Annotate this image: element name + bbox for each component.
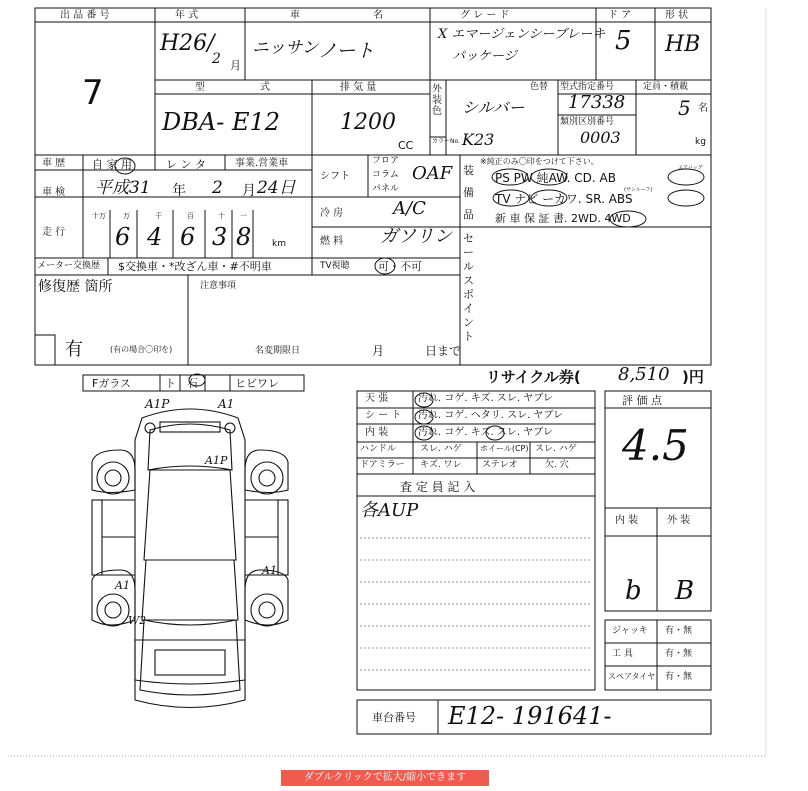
model-name: ノート xyxy=(318,40,375,62)
jack-label: ジャッキ xyxy=(612,626,648,636)
car-diagram xyxy=(92,409,288,708)
body-shape: HB xyxy=(665,32,701,57)
damage-mark: A1P xyxy=(145,397,170,411)
model-code: DBA- E12 xyxy=(162,108,281,136)
weight-unit: kg xyxy=(695,137,706,147)
model-month: 2 xyxy=(212,51,221,67)
displacement-value: 1200 xyxy=(340,110,396,135)
color-value: シルバー xyxy=(462,98,525,117)
equipment-line-3: 新 車 保 証 書. 2WD. 4WD xyxy=(495,212,631,225)
spare-tire-value: 有・無 xyxy=(665,672,693,682)
fuel-label: 燃 料 xyxy=(320,236,344,247)
lot-no-label: 出 品 番 号 xyxy=(60,10,110,21)
wheel-label: ホイール(CP) xyxy=(480,444,529,453)
damage-mark: A1 xyxy=(218,397,235,411)
exterior-score-label: 外 装 xyxy=(667,515,691,526)
color-no-label: カラーNo. xyxy=(432,138,460,145)
sunroof-note: (サンルーフ) xyxy=(624,187,653,193)
inspection-month-unit: 月 xyxy=(242,183,256,199)
grade-line-2: パッケージ xyxy=(452,49,517,64)
zoom-hint-caption[interactable]: ダブルクリックで拡大/縮小できます xyxy=(281,770,489,786)
equipment-note: ※純正のみ〇印をつけて下さい。 xyxy=(480,157,599,166)
exterior-score: B xyxy=(675,576,695,606)
category-label: 類別区別番号 xyxy=(560,117,615,127)
recycle-fee: 8,510 xyxy=(618,364,670,385)
condition-row-options: 汚れ. コゲ. ヘタリ. スレ. ヤブレ xyxy=(418,410,564,421)
damage-mark: A1P xyxy=(205,454,228,467)
condition-row-label: シ ー ト xyxy=(365,410,402,421)
mileage-unit-10k: 万 xyxy=(123,212,130,220)
recycle-unit: )円 xyxy=(682,368,704,386)
equipment-label: 装備品 xyxy=(463,164,474,221)
shift-value: OAF xyxy=(412,163,453,184)
condition-row-options: 汚れ. コゲ. キズ. スレ. ヤブレ xyxy=(418,427,553,438)
condition-row-options: 汚れ. コゲ. キズ. スレ. ヤブレ xyxy=(418,393,553,404)
chassis-number-label: 車台番号 xyxy=(372,711,416,724)
inspector-note: 各AUP xyxy=(360,500,419,521)
mileage-digit: 4 xyxy=(147,223,163,251)
inspection-era-year: 平成31 xyxy=(95,178,151,198)
equipment-line-1: PS PW 純AW. CD. AB xyxy=(495,171,616,185)
score-label: 評 価 点 xyxy=(622,394,662,407)
inspection-year-unit: 年 xyxy=(172,183,186,199)
glass-stone-option: 石 xyxy=(187,377,198,390)
grade-line-1: X エマージェンシーブレーキ xyxy=(438,27,606,42)
inspection-label: 車 検 xyxy=(42,187,66,198)
category-number: 0003 xyxy=(580,128,621,147)
condition-row-label: 内 装 xyxy=(365,427,389,438)
chassis-number: E12- 191641- xyxy=(448,702,612,730)
meter-exchange-options: $交換車・*改ざん車・#不明車 xyxy=(118,260,272,273)
mileage-unit-1: 一 xyxy=(240,212,247,220)
glass-chip-option: ト xyxy=(165,377,176,390)
mileage-label: 走 行 xyxy=(42,227,66,238)
mileage-digit: 8 xyxy=(236,223,252,251)
history-label: 車 歴 xyxy=(42,158,66,169)
mileage-unit: km xyxy=(272,239,286,249)
ac-label: 冷 房 xyxy=(320,208,344,219)
stereo-label: ステレオ xyxy=(482,460,518,470)
capacity-unit: 名 xyxy=(698,103,708,114)
displacement-label: 排 気 量 xyxy=(340,82,377,93)
interior-score-label: 内 装 xyxy=(615,515,639,526)
model-designation-label: 型式指定番号 xyxy=(560,82,615,92)
shift-label: シフト xyxy=(320,171,350,182)
doors-label: ド ア xyxy=(608,10,632,21)
capacity-value: 5 xyxy=(678,96,691,120)
recycle-label: リサイクル券( xyxy=(486,368,581,386)
ac-value: A/C xyxy=(393,198,426,219)
mileage-unit-100k: 十万 xyxy=(92,212,106,220)
type-label-2: 式 xyxy=(260,82,270,93)
color-code: K23 xyxy=(462,130,495,149)
shift-column: コラム xyxy=(372,170,399,180)
repair-history-label: 修復歴 箇所 xyxy=(38,279,113,295)
wheel-options: スレ. ハゲ xyxy=(535,444,577,454)
glass-crack-option: ヒビワレ xyxy=(235,377,279,390)
jack-value: 有・無 xyxy=(665,626,693,636)
deadline-day-label: 日まで xyxy=(425,344,462,358)
model-year: H26/ xyxy=(160,31,215,56)
steering-options: スレ. ハゲ xyxy=(420,444,462,454)
rental-label: レ ン タ xyxy=(166,158,206,171)
shape-label: 形 状 xyxy=(665,10,689,21)
model-designation-number: 17338 xyxy=(568,92,626,113)
color-change-label: 色替 xyxy=(530,82,549,92)
lot-number: 7 xyxy=(82,73,104,113)
mileage-unit-10: 十 xyxy=(218,212,225,220)
stereo-options: 欠. 穴 xyxy=(545,460,569,470)
deadline-month-label: 月 xyxy=(372,344,385,358)
tools-value: 有・無 xyxy=(665,649,693,659)
maker-name: ニッサン xyxy=(252,38,319,58)
fuel-value: ガソリン xyxy=(380,226,452,247)
inspector-label: 査 定 員 記 入 xyxy=(400,480,476,494)
business-use-label: 事業.営業車 xyxy=(235,158,289,169)
interior-score: b xyxy=(625,576,642,606)
door-mirror-label: ドアミラー xyxy=(360,460,405,470)
damage-mark: A1 xyxy=(115,579,130,592)
name-change-label: 名変期限日 xyxy=(255,346,301,356)
repair-history-hint: (有の場合〇印を) xyxy=(110,345,173,354)
cc-unit: CC xyxy=(398,139,414,152)
capacity-label: 定員・積載 xyxy=(643,82,689,92)
damage-mark: W2 xyxy=(128,614,147,627)
exterior-color-label: 外装色 xyxy=(432,84,442,117)
airbag-note: エアバッグ xyxy=(678,165,703,171)
car-label: 車 xyxy=(290,10,300,21)
door-mirror-options: キズ. ワレ xyxy=(420,460,462,470)
mileage-digit: 3 xyxy=(212,223,228,251)
mileage-unit-1k: 千 xyxy=(155,212,162,220)
damage-mark: A1 xyxy=(262,564,277,577)
condition-row-label: 天 張 xyxy=(365,393,389,404)
year-label: 年 式 xyxy=(175,10,199,21)
private-use-label: 自 家 用 xyxy=(92,158,132,171)
overall-score: 4.5 xyxy=(622,421,689,470)
spare-tire-label: スペアタイヤ xyxy=(608,672,656,681)
meter-exchange-label: メーター交換歴 xyxy=(37,261,101,271)
mileage-unit-100: 百 xyxy=(187,212,194,220)
steering-label: ハンドル xyxy=(360,444,397,454)
inspection-month: 2 xyxy=(212,178,223,198)
grade-label: グ レ ー ド xyxy=(460,10,510,21)
shift-floor: フロア xyxy=(372,156,400,166)
model-month-unit: 月 xyxy=(230,59,241,72)
door-count: 5 xyxy=(615,26,632,56)
type-label: 型 xyxy=(195,82,205,93)
notes-label: 注意事項 xyxy=(200,281,237,291)
tv-label: TV視聴 xyxy=(320,261,350,271)
shift-panel: パネル xyxy=(372,184,400,194)
inspection-day: 24日 xyxy=(257,178,296,198)
mileage-digit: 6 xyxy=(180,223,196,251)
repair-history-value: 有 xyxy=(65,339,83,360)
name-label: 名 xyxy=(373,10,383,21)
front-glass-label: Fガラス xyxy=(92,377,131,390)
sales-point-label: セールスポイント xyxy=(463,232,474,343)
tv-options: 可・不可 xyxy=(378,260,422,273)
mileage-digit: 6 xyxy=(115,223,131,251)
tools-label: 工 具 xyxy=(612,649,633,659)
equipment-line-2: TV ナビ ーカワ. SR. ABS xyxy=(495,192,633,206)
